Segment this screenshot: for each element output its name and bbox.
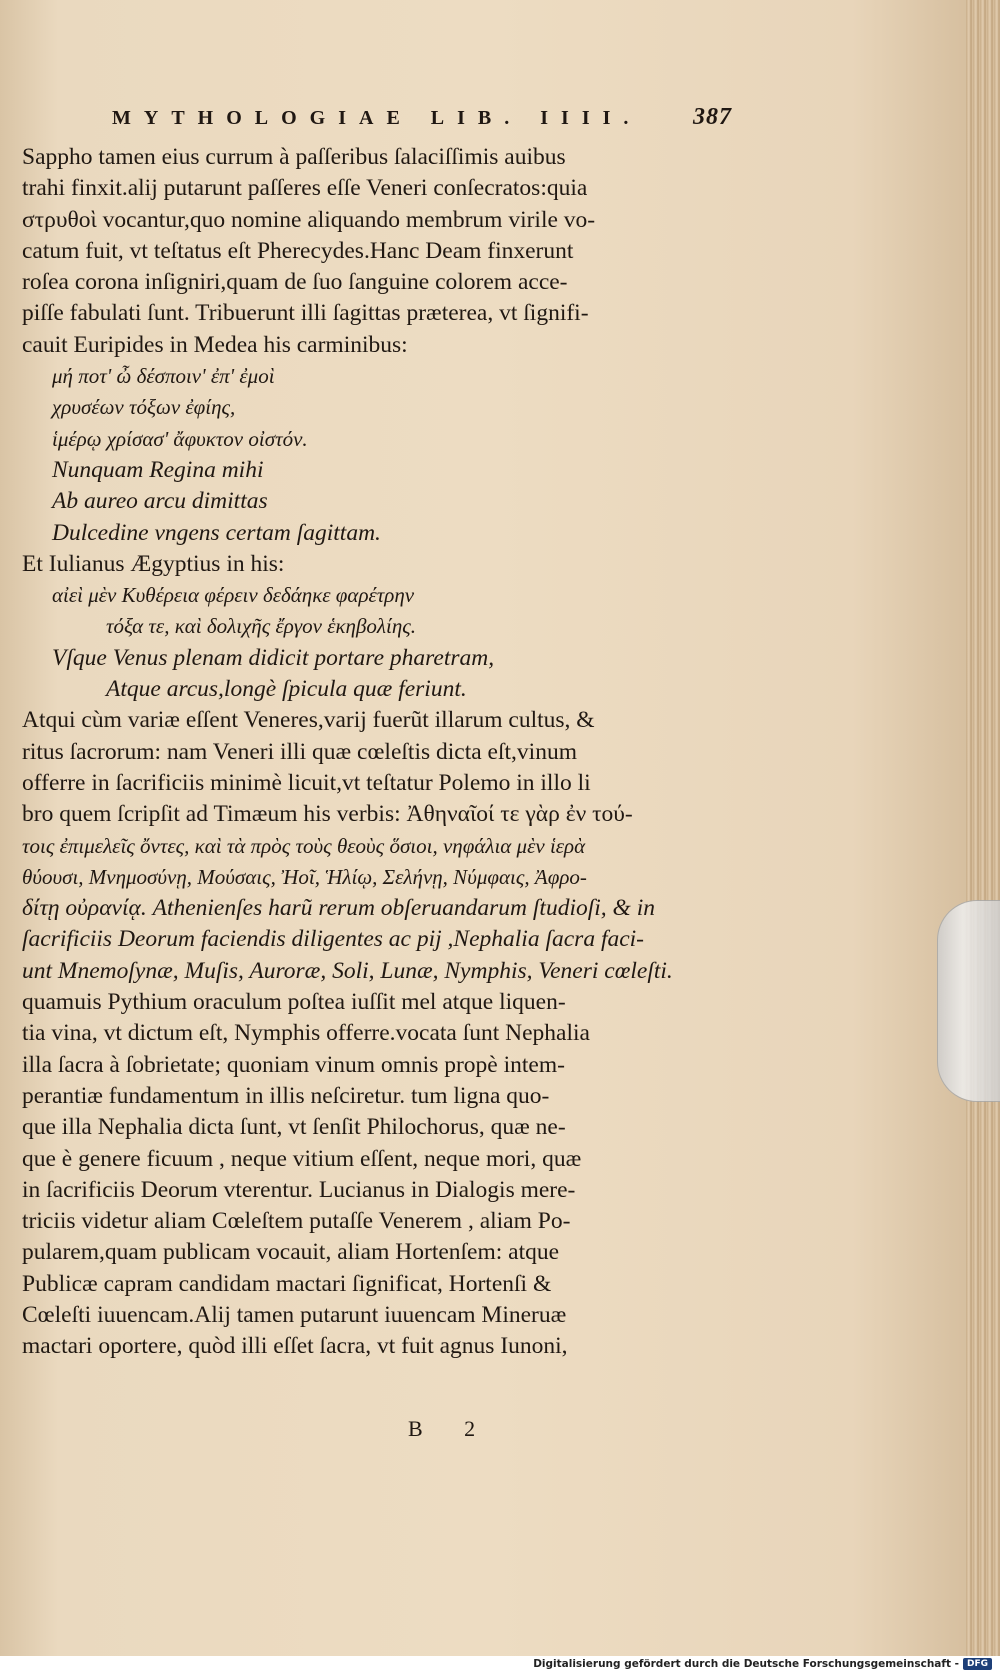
text-line: roſea corona inſigniri,quam de ſuo ſanguine colorem acce- <box>22 269 568 296</box>
text-line: χρυσέων τόξων ἐφίης, <box>52 395 236 420</box>
text-line: αἰεὶ μὲν Κυθέρεια φέρειν δεδάηκε φαρέτρην <box>52 583 415 608</box>
text-line: unt Mnemoſynæ, Muſis, Auroræ, Soli, Lunæ, Nymphis, Veneri cœleſti. <box>22 957 673 984</box>
text-line: ἱμέρῳ χρίσασ' ἄφυκτον οἰστόν. <box>52 426 308 451</box>
text-line: ſacrificiis Deorum faciendis diligentes ac pij ,Nephalia ſacra faci- <box>22 926 645 953</box>
text-line: Dulcedine vngens certam ſagittam. <box>52 519 381 546</box>
text-line: piſſe fabulati ſunt. Tribuerunt illi ſagittas præterea, vt ſignifi- <box>22 300 589 327</box>
text-line: Atque arcus,longè ſpicula quæ feriunt. <box>106 676 467 703</box>
text-line: Vſque Venus plenam didicit portare pharetram, <box>52 644 495 671</box>
text-line: θύουσι, Μνημοσύνῃ, Μούσαις, Ἠοῖ, Ἡλίῳ, Σελήνῃ, Νύμφαις, Ἀφρο- <box>22 864 587 889</box>
text-line: Atqui cùm variæ eſſent Veneres,varij fuerũt illarum cultus, & <box>22 707 595 734</box>
text-line: ritus ſacrorum: nam Veneri illi quæ cœleſtis dicta eſt,vinum <box>22 738 577 765</box>
dfg-logo: DFG <box>963 1658 992 1670</box>
text-line: catum fuit, vt teſtatus eſt Pherecydes.Hanc Deam finxerunt <box>22 237 574 264</box>
page-edge-stack <box>966 0 1000 1656</box>
text-line: cauit Euripides in Medea his carminibus: <box>22 331 408 358</box>
text-line: στρυθοὶ vocantur,quo nomine aliquando membrum virile vo- <box>22 206 596 233</box>
text-line: Cœleſti iuuencam.Alij tamen putarunt iuuencam Mineruæ <box>22 1301 567 1328</box>
text-line: perantiæ fundamentum in illis neſciretur. tum ligna quo- <box>22 1082 550 1109</box>
text-line: τόξα τε, καὶ δολιχῆς ἔργον ἑκηβολίης. <box>106 614 417 639</box>
text-line: offerre in ſacrificiis minimè licuit,vt teſtatur Polemo in illo li <box>22 769 591 796</box>
text-line: tia vina, vt dictum eſt, Nymphis offerre.vocata ſunt Nephalia <box>22 1020 590 1047</box>
text-line: Nunquam Regina mihi <box>52 456 264 483</box>
book-clip-tab <box>937 900 1000 1102</box>
text-line: μή ποτ' ὦ δέσποιν' ἐπ' ἐμοὶ <box>52 364 275 389</box>
digitization-footer <box>0 1656 1000 1672</box>
footer-credit: Digitalisierung gefördert durch die Deutsche Forschungsgemeinschaft - <box>533 1658 959 1670</box>
page-header <box>112 104 732 131</box>
text-line: Publicæ capram candidam mactari ſignificat, Hortenſi & <box>22 1270 552 1297</box>
text-line: pularem,quam publicam vocauit, aliam Hortenſem: atque <box>22 1239 560 1266</box>
running-title: MYTHOLOGIAE LIB. IIII. <box>112 107 642 129</box>
text-line: Et Iulianus Ægyptius in his: <box>22 550 285 577</box>
text-line: in ſacrificiis Deorum vterentur. Lucianus in Dialogis mere- <box>22 1176 576 1203</box>
text-line: Sappho tamen eius currum à paſſeribus ſalaciſſimis auibus <box>22 144 566 170</box>
text-line: que illa Nephalia dicta ſunt, vt ſenſit Philochorus, quæ ne- <box>22 1114 566 1141</box>
body-text <box>22 142 722 1363</box>
text-line: δίτῃ οὐρανίᾳ. Athenienſes harũ rerum obſeruandarum ſtudioſi, & in <box>22 895 655 922</box>
text-line: que è genere ficuum , neque vitium eſſent, neque mori, quæ <box>22 1145 582 1172</box>
text-line: illa ſacra à ſobrietate; quoniam vinum omnis propè intem- <box>22 1051 565 1078</box>
page-number: 387 <box>693 104 732 130</box>
text-line: Ab aureo arcu dimittas <box>52 488 268 515</box>
text-line: bro quem ſcripſit ad Timæum his verbis: Ἀθηναῖοί τε γὰρ ἐν τού- <box>22 801 633 828</box>
text-line: τοις ἐπιμελεῖς ὄντες, καὶ τὰ πρὸς τοὺς θεοὺς ὅσιοι, νηφάλια μὲν ἱερὰ <box>22 833 586 858</box>
signature-mark: B 2 <box>408 1416 494 1441</box>
text-line: triciis videtur aliam Cœleſtem putaſſe Venerem , aliam Po- <box>22 1208 571 1235</box>
text-line: mactari oportere, quòd illi eſſet ſacra, vt fuit agnus Iunoni, <box>22 1333 568 1360</box>
text-line: quamuis Pythium oraculum poſtea iuſſit mel atque liquen- <box>22 989 566 1016</box>
text-line: trahi finxit.alij putarunt paſſeres eſſe Veneri conſecratos:quia <box>22 175 588 202</box>
